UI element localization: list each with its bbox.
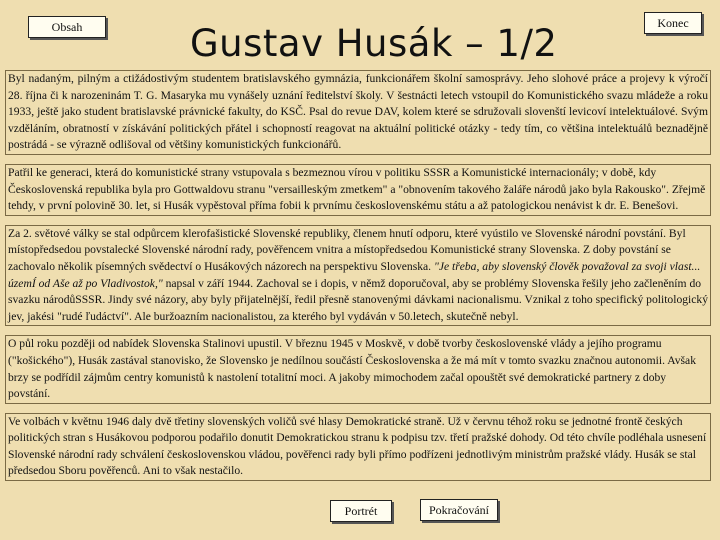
konec-button[interactable]: Konec — [644, 12, 702, 34]
pokracovani-button[interactable]: Pokračování — [420, 499, 498, 521]
portret-button[interactable]: Portrét — [330, 500, 392, 522]
paragraph-3-text-b: napsal v září 1944. Zachoval se i dopis, v němž doporučoval, aby se problémy Slovenska řešily jeho začleněním do svazku národůSSSR. Jindy své názory, aby byly přijatelnější, ředil přesně stanovenými dávkami nacionalismu. Vznikal z toho specifický politologický jev, jakési "rudé ľudáctví". Ale buržoazním nacionalistou, za kterého byl vydáván v 50.letech, skutečně nebyl. — [8, 276, 708, 323]
paragraph-3-text-a: Za 2. světové války se stal odpůrcem klerofašistické Slovenské republiky, členem hnutí odporu, které vyústilo ve Slovenské národní povstání. Byl místopředsedou povstalecké Slovenské národní rady, pověřencem vnitra a místopředsedou Komunistické strany Slovenska. Z doby povstání se zachovalo několik písemných svědectví o Husákových názorech na perspektivu Slovenska. — [8, 226, 686, 273]
paragraph-3 — [5, 225, 711, 327]
obsah-button[interactable]: Obsah — [28, 16, 106, 38]
content-area — [5, 70, 711, 490]
paragraph-4: O půl roku později od nabídek Slovenska Stalinovi upustil. V březnu 1945 v Moskvě, v době tvorby československé vlády a jejího programu ("košického"), Husák zastával stanovisko, že Slovensko je nedílnou součástí Československa a že má mít v tomto svazku značnou autonomii. Avšak brzy se podřídil zájmům centry komunistů k nastolení totalitní moci. A jakoby mimochodem začal opouštět své demokratické partnery z doby povstání. — [5, 335, 711, 403]
paragraph-2: Patřil ke generaci, která do komunistické strany vstupovala s bezmeznou vírou v politiku SSSR a Komunistické internacionály; v době, kdy Československá republika byla pro Gottwaldovu stranu "versailleským zmetkem" a "obnovením takového žaláře národů jako byla Rakousko". Zřejmě tehdy, v první polovině 30. let, si Husák vypěstoval příma fobii k prvnímu československému státu a až patologickou nenávist k dr. E. Benešovi. — [5, 164, 711, 216]
paragraph-5: Ve volbách v květnu 1946 daly dvě třetiny slovenských voličů své hlasy Demokratické straně. Už v červnu téhož roku se jednotné frontě českých politických stran s Husákovou podporou podařilo donutit Demokratickou stranu k podpisu tzv. třetí pražské dohody. Od této chvíle podléhala usnesení Slovenské národní rady schválení československou vládou, pověřenci rady byli přímo podřízeni jednotlivým ministrům pražské vlády. Husák se stal předsedou Sboru pověřenců. Ani to však nestačilo. — [5, 413, 711, 481]
paragraph-3-quote: "Je třeba, aby slovenský člověk považoval za svoji vlast... územÍ od Aše až po Vladivostok," — [8, 259, 701, 290]
paragraph-1: Byl nadaným, pilným a ctižádostivým studentem bratislavského gymnázia, funkcionářem školní samosprávy. Jeho slohové práce a projevy k výročí 28. října či k narozeninám T. G. Masaryka mu vynášely uznání ředitelství školy. V šestnácti letech vstoupil do Komunistického svazu mládeže a roku 1933, ještě jako student bratislavské právnické fakulty, do KSČ. Psal do revue DAV, kolem které se sdružovali slovenští levicoví intelektuálové. Svým vzděláním, obratností v získávání politických přátel i schopností reagovat na aktuální politické otázky - tedy tím, co většina intelektuálů beznadějně postrádá - se výrazně odlišoval od většiny komunistických funkcionářů. — [5, 70, 711, 155]
page-title: Gustav Husák – 1/2 — [190, 22, 558, 65]
